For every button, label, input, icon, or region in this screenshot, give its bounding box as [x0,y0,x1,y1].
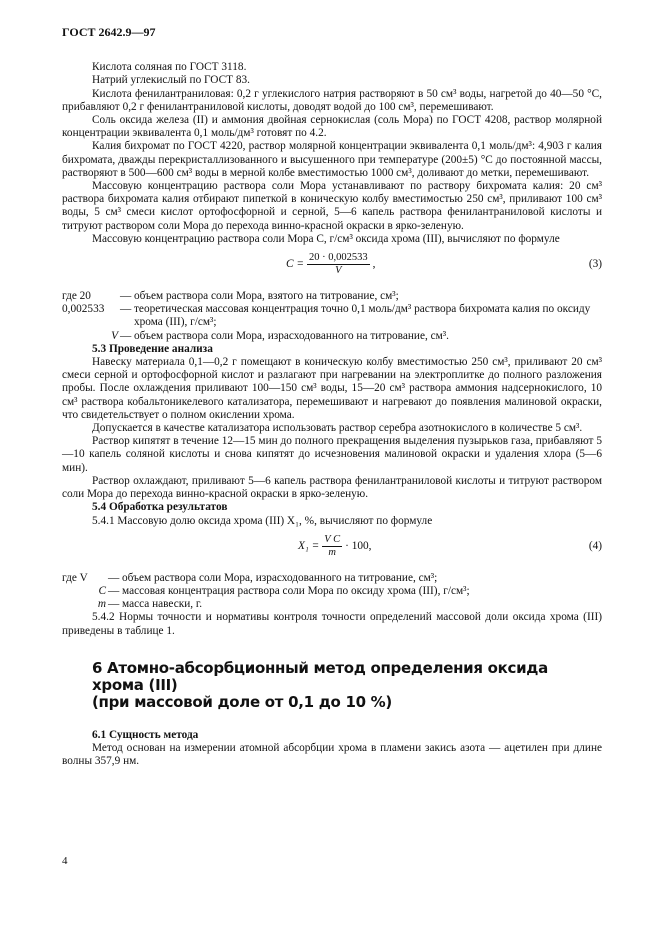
legend-dash: — [120,329,132,342]
legend-symbol: где V [62,571,88,584]
legend-text: теоретическая массовая концентрация точно 0,1 моль/дм³ раствора бихромата калия по оксиду хрома (III), г/см³; [134,303,591,329]
formula-3 [62,252,602,284]
formula-4-denominator: m [328,546,336,558]
legend-text: объем раствора соли Мора, израсходованного на титрование, см³; [122,571,438,584]
formula-3-denominator: V [335,265,342,277]
formula-3-number: (3) [588,258,602,271]
legend-dash: — [120,290,132,303]
mohr-salt-standardization: Массовую концентрацию раствора соли Мора устанавливают по раствору бихромата калия: 20 см³ раствора бихромата калия отбирают пипеткой в коническую колбу вместимостью 250 см³, приливают 100 см³ воды, 5 см³ смеси кислот ортофосфорной и серной, 5—6 капель раствора фенилантраниловой кислоты и титруют раствором соли Мора до перехода винно-красной окраски в ярко-зеленую. [62,180,602,232]
formula-4-numerator: V C [324,533,341,545]
legend-dash: — [108,598,120,611]
formula-4 [62,534,602,566]
titration-step: Раствор охлаждают, приливают 5—6 капель раствора фенилантраниловой кислоты и титруют раствором соли Мора до перехода винно-красной окраски в ярко-зеленую. [62,474,602,501]
section-6-heading [92,660,602,711]
page-number: 4 [62,855,68,867]
document-page [62,26,602,768]
formula-3-tail: , [372,257,376,270]
legend-text: масса навески, г. [122,598,203,611]
formula-3-numerator: 20 · 0,002533 [308,252,368,264]
formula-3-lhs: C = [286,257,304,270]
section-5-4-heading: 5.4 Обработка результатов [92,501,228,514]
legend-dash: — [108,584,120,597]
legend-symbol: C [98,584,106,597]
legend-text: объем раствора соли Мора, взятого на титрование, см³; [134,290,399,303]
document-header: ГОСТ 2642.9—97 [62,25,156,39]
legend-text: массовая концентрация раствора соли Мора по оксиду хрома (III), г/см³; [122,584,470,597]
reagent-phenylanthranilic-acid: Кислота фенилантраниловая: 0,2 г углекислого натрия растворяют в 50 см³ воды, нагретой до 40—50 °С, прибавляют 0,2 г фенилантраниловой кислоты, доводят водой до 100 см³, перемешивают. [62,87,602,113]
section-6-heading-line2: (при массовой доле от 0,1 до 10 %) [92,692,392,711]
accuracy-norms: 5.4.2 Нормы точности и нормативы контроля точности определений массовой доли оксида хрома (III) приведены в таблице 1. [62,611,602,637]
legend-row [62,290,602,303]
legend-row [62,572,602,585]
section-6-1-heading: 6.1 Сущность метода [92,728,199,741]
catalyst-note: Допускается в качестве катализатора использовать раствор серебра азотнокислого в количестве 5 см³. [92,422,583,435]
legend-dash: — [108,571,120,584]
legend-symbol: m [97,598,106,611]
legend-row [62,303,602,329]
legend-text: объем раствора соли Мора, израсходованного на титрование, см³. [134,329,449,342]
legend-symbol: V [111,329,118,342]
section-5-3-heading: 5.3 Проведение анализа [92,342,213,355]
formula-3-fraction [307,252,370,277]
reagent-potassium-dichromate: Калия бихромат по ГОСТ 4220, раствор молярной концентрации эквивалента 0,1 моль/дм³: 4,903 г калия бихромата, дважды перекристаллизованного и высушенного при температуре (200±5) °С до постоянной массы, растворяют в 500—600 см³ воды в мерной колбе вместимостью 1000 см³, доливают до метки, перемешивают. [62,140,602,179]
reagent-hydrochloric-acid: Кислота соляная по ГОСТ 3118. [92,61,247,74]
formula-4-legend [62,572,602,612]
legend-row [62,330,602,343]
legend-row [62,585,602,598]
legend-symbol: где 20 [62,290,91,303]
concentration-intro: Массовую концентрацию раствора соли Мора C, г/см³ оксида хрома (III), вычисляют по формуле [92,232,560,245]
legend-dash: — [120,303,132,316]
reagent-sodium-carbonate: Натрий углекислый по ГОСТ 83. [92,74,250,87]
section-6-heading-line1: 6 Атомно-абсорбционный метод определения оксида хрома (III) [92,658,548,694]
mass-fraction-intro: 5.4.1 Массовую долю оксида хрома (III) X₁, %, вычисляют по формуле [92,514,433,527]
boiling-step: Раствор кипятят в течение 12—15 мин до полного прекращения выделения пузырьков газа, прибавляют 5—10 капель соляной кислоты и снова кипятят до исчезновения малиновой окраски и удаления хлора (5—6 мин). [62,435,602,474]
method-principle: Метод основан на измерении атомной абсорбции хрома в пламени закись азота — ацетилен при длине волны 357,9 нм. [62,741,602,768]
formula-4-fraction [322,534,342,559]
formula-4-tail: · 100, [345,539,372,552]
reagent-mohr-salt: Соль оксида железа (II) и аммония двойная сернокислая (соль Мора) по ГОСТ 4208, раствор молярной концентрации эквивалента 0,1 моль/дм³ готовят по 4.2. [62,114,602,140]
legend-row [62,598,602,611]
analysis-procedure: Навеску материала 0,1—0,2 г помещают в коническую колбу вместимостью 250 см³, приливают 20 см³ смеси серной и ортофосфорной кислот и разлагают при нагревании на электроплитке до полного разложения пробы. После охлаждения приливают 100—150 см³ воды, 15—20 см³ раствора аммония надсернокислого, 10 см³ раствора кобальтоникелевого катализатора, перемешивают и нагревают до появления малиновой окраски, что свидетельствует о полном окислении хрома. [62,356,602,421]
formula-4-number: (4) [588,539,602,552]
formula-4-lhs: X₁ = [298,539,320,552]
formula-3-legend [62,290,602,343]
legend-symbol: 0,002533 [62,303,105,316]
